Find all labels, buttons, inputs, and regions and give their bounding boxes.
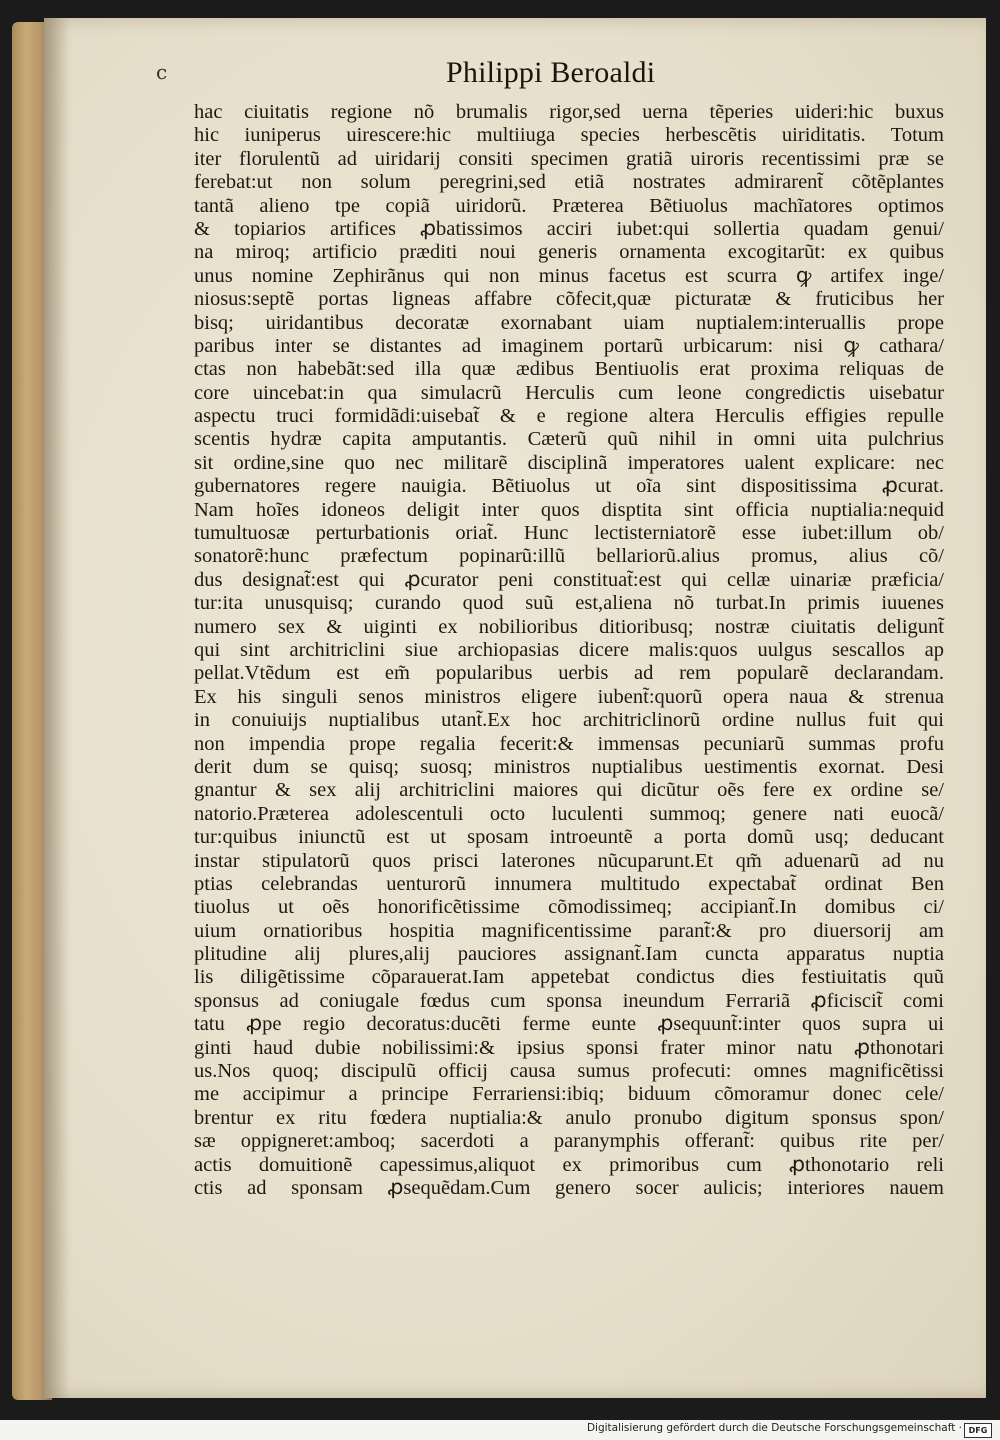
- text-line: tumultuosæ perturbationis oriat̃. Hunc lectisterniatorẽ esse iubet:illum ob/: [194, 522, 944, 545]
- text-line: natorio.Præterea adolescentuli octo luculenti summoq; genere nati euocã/: [194, 802, 944, 825]
- text-line: Nam hoĩes idoneos deligit inter quos disptita sint officia nuptialia:nequid: [194, 498, 944, 521]
- text-line: instar stipulatorũ quos prisci laterones nũcuparunt.Et qm̃ aduenarũ ad nu: [194, 849, 944, 872]
- text-line: iter florulentũ ad uiridarij consiti specimen gratiã uiroris recentissimi præ se: [194, 147, 944, 170]
- text-line: dus designat̃:est qui ꝓcurator peni constituat̃:est qui cellæ uinariæ præficia/: [194, 568, 944, 591]
- text-line: ginti haud dubie nobilissimi:& ipsius sponsi frater minor natu ꝓthonotari: [194, 1036, 944, 1059]
- text-line: ptias celebrandas uenturorũ innumera multitudo expectabat̃ ordinat Ben: [194, 872, 944, 895]
- text-line: tantã alieno tpe copiã uiridorũ. Præterea Bẽtiuolus machĩatores optimos: [194, 194, 944, 217]
- text-line: sæ oppigneret:amboq; sacerdoti a paranymphis offerant̃: quibus rite per/: [194, 1130, 944, 1153]
- text-line: actis domuitionẽ capessimus,aliquot ex primoribus cum ꝓthonotario reli: [194, 1153, 944, 1176]
- page-gutter-shadow: [44, 18, 70, 1398]
- text-line: uium ornatioribus hospitia magnificentissime parant̃:& pro diuersorij am: [194, 919, 944, 942]
- running-head: Philippi Beroaldi: [446, 56, 656, 89]
- text-line: tiuolus ut oẽs honorificẽtissime cõmodissimeq; accipiant̃.In domibus ci/: [194, 896, 944, 919]
- text-line: paribus inter se distantes ad imaginem portarũ urbicarum: nisi ꝙ cathara/: [194, 334, 944, 357]
- text-line: plitudine alij plures,alij pauciores assignant̃.Iam cuncta apparatus nuptia: [194, 943, 944, 966]
- text-line: me accipimur a principe Ferrariensi:ibiq; biduum cõmoramur donec cele/: [194, 1083, 944, 1106]
- text-line: sonatorẽ:hunc præfectum popinarũ:illũ bellariorũ.alius promus, alius cõ/: [194, 545, 944, 568]
- text-line: na miroq; artificio præditi noui generis ornamenta excogitarũt: ex quibus: [194, 241, 944, 264]
- text-line: qui sint architriclini siue archiopasias dicere malis:quos uulgus sescallos ap: [194, 638, 944, 661]
- body-text: [194, 101, 944, 1200]
- text-line: numero sex & uiginti ex nobilioribus ditioribusq; nostræ ciuitatis deligunt̃: [194, 615, 944, 638]
- text-line: core uincebat:in qua simulacrũ Herculis cum leone congredictis uisebatur: [194, 381, 944, 404]
- text-line: us.Nos quoq; discipulũ officij causa sumus profecuti: omnes magnificẽtissi: [194, 1060, 944, 1083]
- text-line: derit dum se quisq; suosq; ministros nuptialibus uestimentis exornat. Desi: [194, 755, 944, 778]
- text-line: ferebat:ut non solum peregrini,sed etiã nostrates admirarent̃ cõtẽplantes: [194, 171, 944, 194]
- text-line: aspectu truci formidãdi:uisebat̃ & e regione altera Herculis effigies repulle: [194, 405, 944, 428]
- text-line: gubernatores regere nauigia. Bẽtiuolus ut oĩa sint dispositissima ꝓcurat.: [194, 475, 944, 498]
- dfg-logo: DFG: [964, 1423, 992, 1438]
- text-line: ctas non habebãt:sed illa quæ ædibus Bentiuolis erat proxima reliquas de: [194, 358, 944, 381]
- text-line: hic iuniperus uirescere:hic multiiuga species herbescẽtis uiriditatis. Totum: [194, 124, 944, 147]
- text-line: lis diligẽtissime cõparauerat.Iam appetebat condictus dies festiuitatis quũ: [194, 966, 944, 989]
- text-line: gnantur & sex alij architriclini maiores qui dicũtur oẽs fere ex ordine se/: [194, 779, 944, 802]
- text-line: tur:ita unusquisq; curando quod suũ est,aliena nõ turbat.In primis iuuenes: [194, 592, 944, 615]
- text-line: & topiarios artifices ꝓbatissimos acciri iubet:qui sollertia quadam genui/: [194, 217, 944, 240]
- page-mark: c: [156, 60, 168, 84]
- text-line: sit ordine,sine quo nec militarẽ disciplinã imperatores ualent explicare: nec: [194, 451, 944, 474]
- text-line: brentur ex ritu fœdera nuptialia:& anulo pronubo digitum sponsus spon/: [194, 1106, 944, 1129]
- funding-credit: Digitalisierung gefördert durch die Deutsche Forschungsgemeinschaft ·: [586, 1422, 962, 1434]
- text-line: Ex his singuli senos ministros eligere iubent̃:quorũ opera naua & strenua: [194, 685, 944, 708]
- text-line: in conuiuijs nuptialibus utant̃.Ex hoc architriclinorũ ordine nullus fuit qui: [194, 709, 944, 732]
- text-line: niosus:septẽ portas ligneas affabre cõfecit,quæ picturatæ & fruticibus her: [194, 288, 944, 311]
- text-line: tatu ꝓpe regio decoratus:ducẽti ferme eunte ꝓsequunt̃:inter quos supra ui: [194, 1013, 944, 1036]
- text-line: ctis ad sponsam ꝓsequẽdam.Cum genero socer aulicis; interiores nauem: [194, 1176, 944, 1199]
- text-line: sponsus ad coniugale fœdus cum sponsa ineundum Ferrariã ꝓficiscit̃ comi: [194, 989, 944, 1012]
- text-line: pellat.Vtẽdum est em̃ popularibus uerbis ad rem popularẽ declarandam.: [194, 662, 944, 685]
- text-line: hac ciuitatis regione nõ brumalis rigor,sed uerna tẽperies uideri:hic buxus: [194, 101, 944, 123]
- text-line: bisq; uiridantibus decoratæ exornabant uiam nuptialem:interuallis prope: [194, 311, 944, 334]
- text-line: non impendia prope regalia fecerit:& immensas pecuniarũ summas profu: [194, 732, 944, 755]
- text-line: scentis hydræ capita amputantis. Cæterũ quũ nihil in omni uita pulchrius: [194, 428, 944, 451]
- text-line: unus nomine Zephirãnus qui non minus facetus est scurra ꝙ artifex inge/: [194, 264, 944, 287]
- text-line: tur:quibus iniunctũ est ut sposam introeuntẽ a porta domũ usq; deducant: [194, 826, 944, 849]
